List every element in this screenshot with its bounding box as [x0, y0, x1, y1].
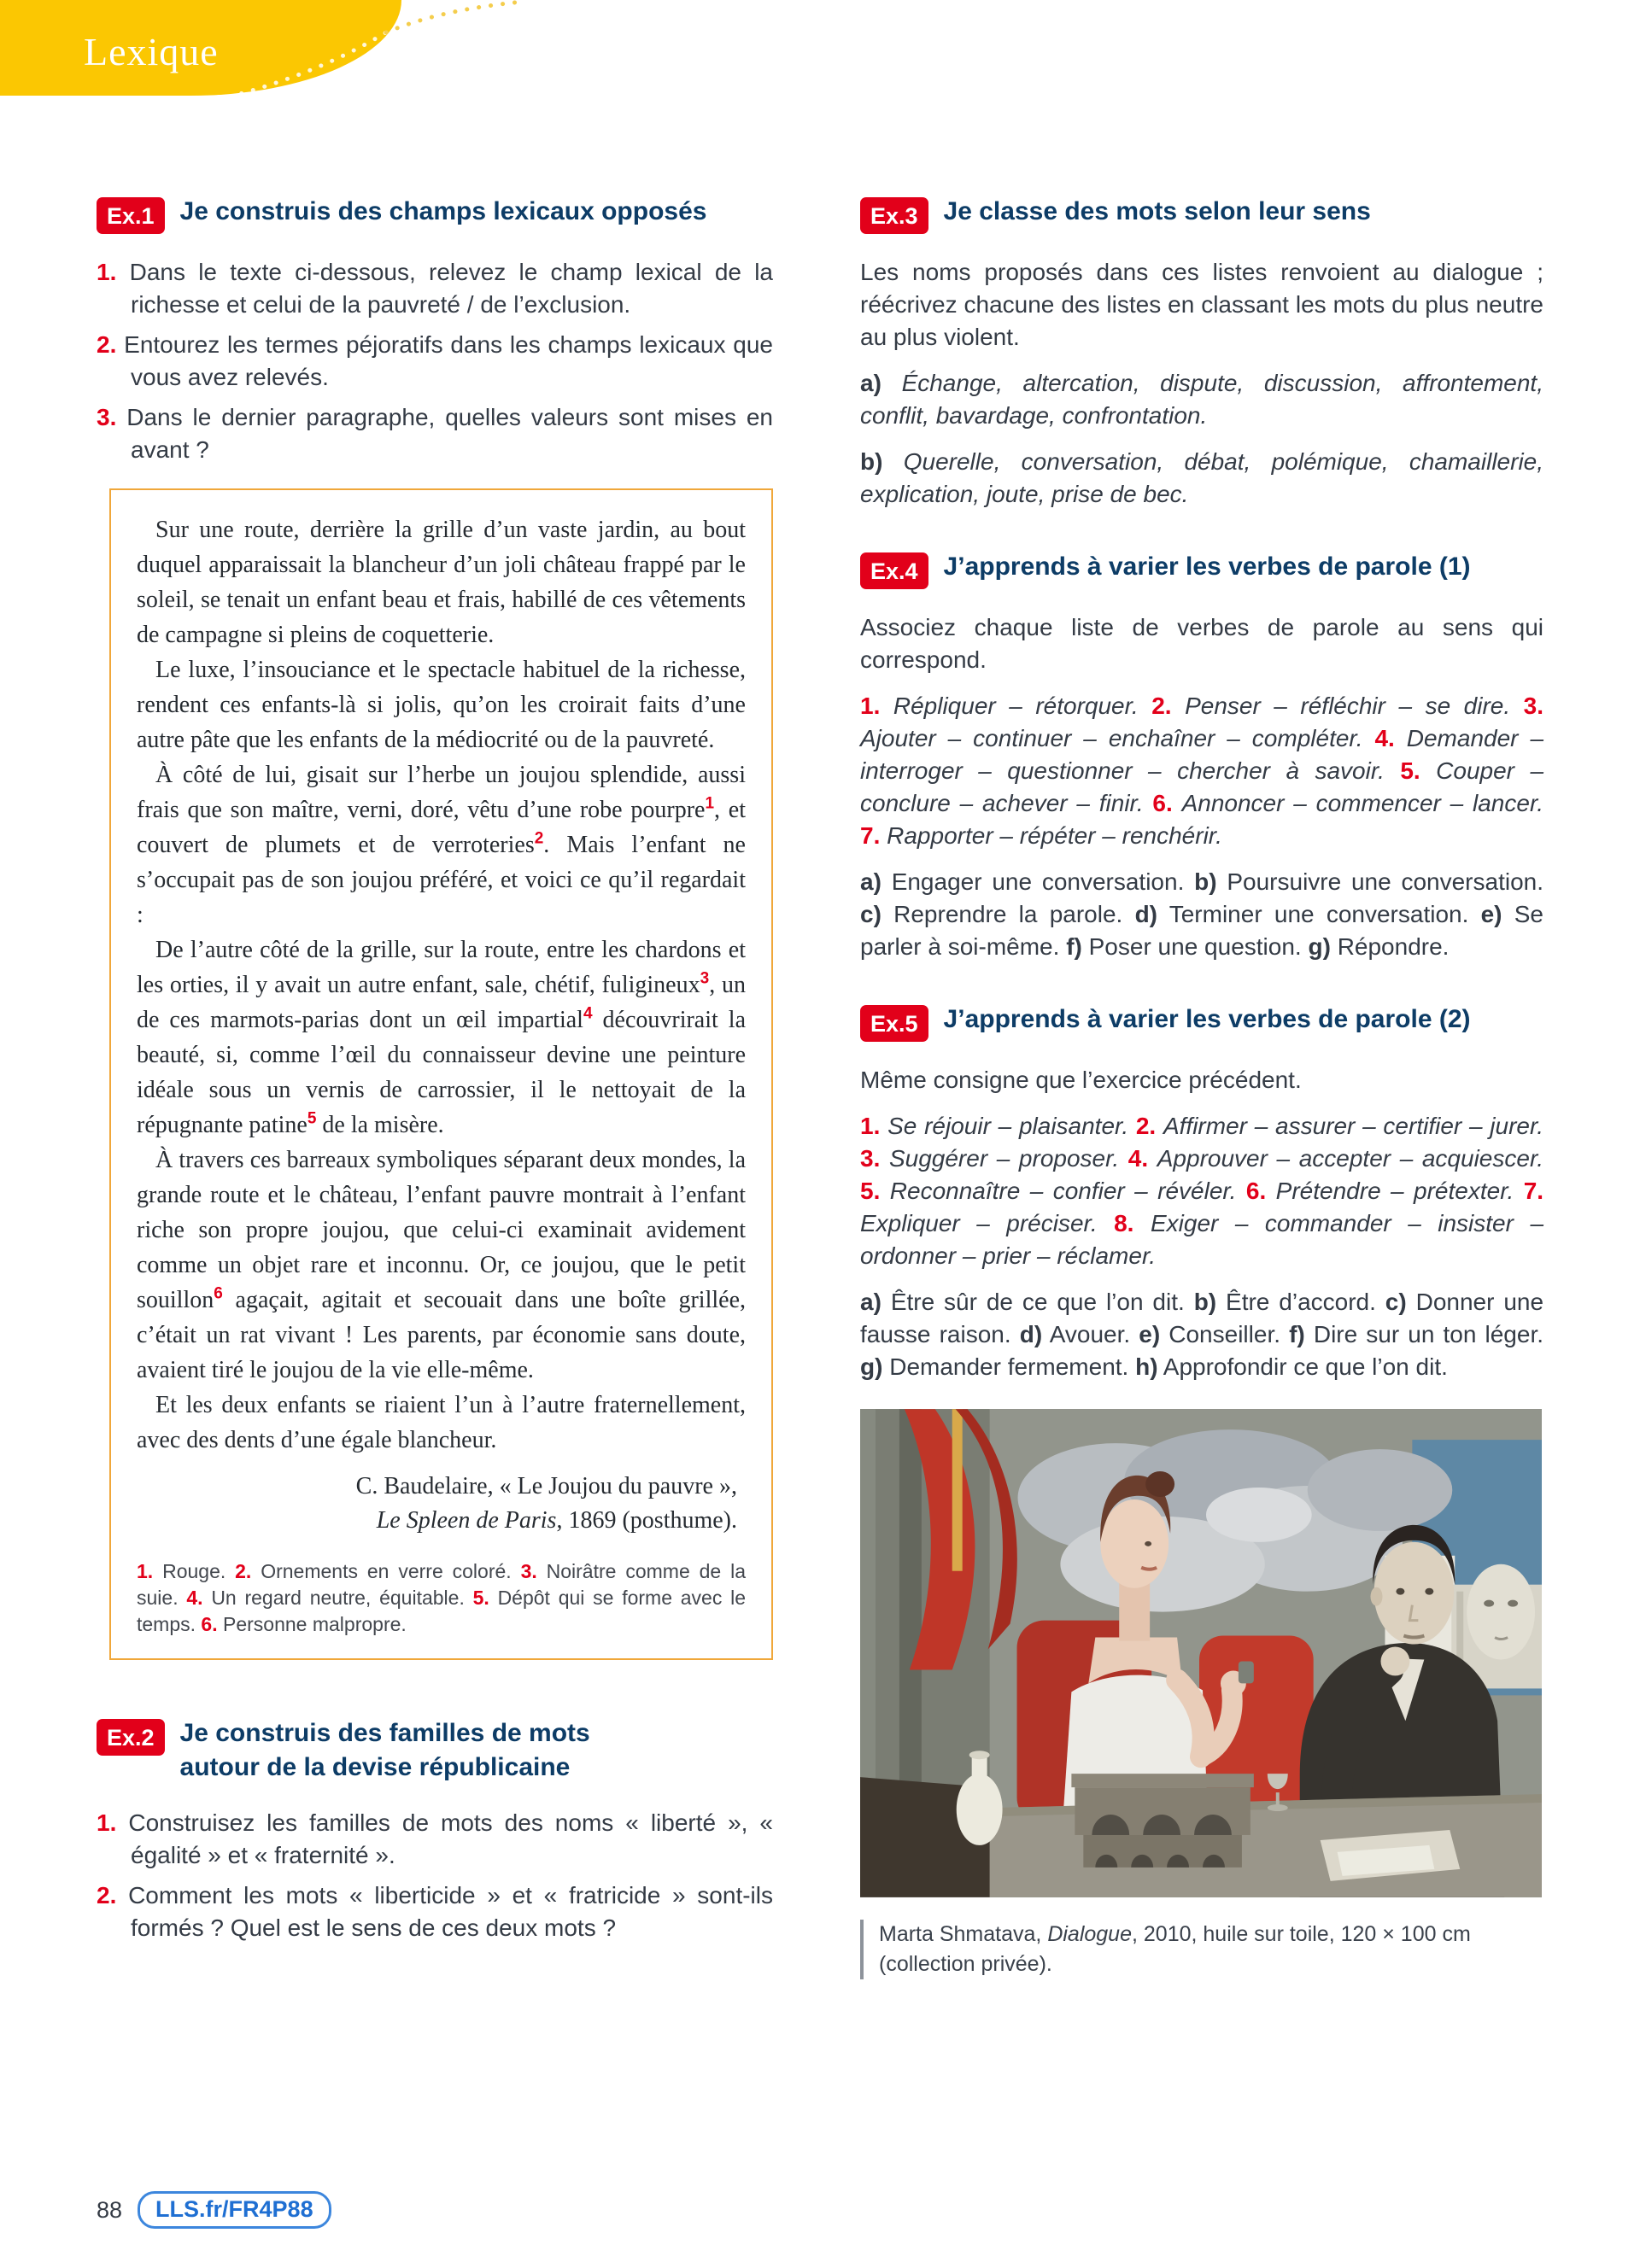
word-list-text: Querelle, conversation, débat, polémique, chamaillerie, explication, joute, prise de bec. [860, 448, 1544, 507]
footnote-ref: 5 [307, 1109, 317, 1128]
item-text: Dans le texte ci-dessous, relevez le champ lexical de la richesse et celui de la pauvreté / de l’exclusion. [129, 259, 773, 318]
instruction-item [97, 1879, 773, 1944]
exercise-2-badge: Ex.2 [97, 1719, 165, 1756]
item-number: 2. [97, 331, 117, 358]
sense-list: a) Être sûr de ce que l’on dit. b) Être d’accord. c) Donner une fausse raison. d) Avouer. e) Conseiller. f) Dire sur un ton léger. g) Demander fermement. h) Approfondir ce que l’on dit. [860, 1289, 1544, 1380]
instruction-item [97, 1807, 773, 1872]
exercise-5-header [860, 1002, 1543, 1042]
exercise-1-header [97, 195, 773, 234]
footnote-ref: 2 [534, 829, 544, 848]
caption-work-title: Dialogue [1047, 1922, 1132, 1946]
item-text: Dans le dernier paragraphe, quelles valeurs sont mises en avant ? [126, 404, 773, 463]
exercise-4-section [860, 550, 1543, 963]
quote-paragraph: De l’autre côté de la grille, sur la route, entre les chardons et les orties, il y avait un autre enfant, sale, chétif, fuligineux$^3$, un de ces marmots-parias dont un œil impartial$^4$ découvrirait la beauté, si, comme l’œil du connaisseur devine une peinture idéale sous un vernis de carrossier, il le nettoyait de la répugnante patine$^5$ de la misère. [137, 937, 747, 1138]
item-number: 3. [97, 404, 117, 430]
footnote-ref: 1 [705, 794, 715, 813]
quote-paragraph: Sur une route, derrière la grille d’un vaste jardin, au bout duquel apparaissait la blancheur d’un joli château frappé par le soleil, se tenait un enfant beau et frais, habillé de ces vêtements de campagne si pleins de coquetterie. [137, 517, 746, 648]
painting-caption [860, 1920, 1496, 1979]
caption-details: , 2010, huile sur toile, 120 × 100 cm (collection privée). [879, 1922, 1471, 1976]
page-footer [97, 2191, 331, 2229]
quote-box [109, 488, 773, 1660]
exercise-5-instructions: Même consigne que l’exercice précédent. [860, 1067, 1302, 1093]
list-label: a) [860, 370, 882, 396]
footer-page-number: 88 [97, 2196, 123, 2223]
list-label: b) [860, 448, 883, 475]
exercise-4-header [860, 550, 1543, 589]
quote-paragraph: À côté de lui, gisait sur l’herbe un joujou splendide, aussi frais que son maître, verni, doré, vêtu d’une robe pourpre$^1$, et couvert de plumets et de verroteries$^2$. Mais l’enfant ne s’occupait pas de son joujou préféré, et voici ce qu’il regardait : [137, 762, 746, 928]
exercise-3-instructions: Les noms proposés dans ces listes renvoient au dialogue ; réécrivez chacune des listes en classant les mots du plus neutre au plus violent. [860, 259, 1543, 350]
exercise-1-section [97, 195, 773, 1660]
word-list-a [860, 367, 1543, 432]
exercise-5-title: J’apprends à varier les verbes de parole (2) [943, 1005, 1471, 1033]
item-number: 1. [97, 1809, 117, 1836]
item-text: Entourez les termes péjoratifs dans les champs lexicaux que vous avez relevés. [124, 331, 773, 390]
section-tab-label: Lexique [84, 30, 219, 73]
left-column [97, 195, 773, 1984]
exercise-3-header [860, 195, 1543, 234]
footnote-ref: 4 [583, 1004, 593, 1023]
attribution-author: C. Baudelaire, « Le Joujou du pauvre », [355, 1473, 737, 1499]
exercise-4-badge: Ex.4 [860, 552, 928, 589]
painting-image [860, 1409, 1542, 1897]
item-text: Construisez les familles de mots des noms « liberté », « égalité » et « fraternité ». [128, 1809, 773, 1868]
exercise-5-section [860, 1002, 1543, 1979]
lls-link-badge[interactable]: LLS.fr/FR4P88 [138, 2191, 331, 2229]
exercise-3-title: Je classe des mots selon leur sens [943, 197, 1371, 225]
exercise-2-header [97, 1716, 773, 1785]
verb-groups: 1. Se réjouir – plaisanter. 2. Affirmer – assurer – certifier – jurer. 3. Suggérer – proposer. 4. Approuver – accepter – acquiescer. 5. Reconnaître – confier – révéler. 6. Prétendre – prétexter. 7. Expliquer – préciser. 8. Exiger – commander – insister – ordonner – prier – réclamer. [860, 1113, 1544, 1269]
quote-paragraph: Le luxe, l’insouciance et le spectacle habituel de la richesse, rendent ces enfants-là si jolis, qu’on les croirait faits d’une autre pâte que les enfants de la médiocrité ou de la pauvreté. [137, 657, 746, 753]
quote-paragraph: À travers ces barreaux symboliques séparant deux mondes, la grande route et le château, l’enfant pauvre montrait à l’enfant riche son propre joujou, que celui-ci examinait avidement comme un objet rare et inconnu. Or, ce joujou, que le petit souillon$^6$ agaçait, agitait et secouait dans une boîte grillée, c’était un rat vivant ! Les parents, par économie sans doute, avaient tiré le joujou de la vie elle-même. [137, 1147, 746, 1383]
exercise-3-badge: Ex.3 [860, 197, 928, 234]
exercise-4-instructions: Associez chaque liste de verbes de parole au sens qui correspond. [860, 614, 1543, 673]
footnotes: 1. Rouge. 2. Ornements en verre coloré. 3. Noirâtre comme de la suie. 4. Un regard neutre, équitable. 5. Dépôt qui se forme avec le temps. 6. Personne malpropre. [137, 1560, 747, 1635]
item-number: 1. [97, 259, 117, 285]
exercise-2-title: Je construis des familles de mots autour de la devise républicaine [179, 1719, 590, 1781]
caption-artist: Marta Shmatava, [879, 1922, 1048, 1946]
right-column [860, 195, 1543, 2019]
exercise-3-section [860, 195, 1543, 511]
exercise-4-title: J’apprends à varier les verbes de parole (1) [943, 552, 1471, 581]
work-title: Le Spleen de Paris [376, 1507, 557, 1534]
instruction-item [97, 329, 773, 394]
quote-paragraph: Et les deux enfants se riaient l’un à l’autre fraternellement, avec des dents d’une égale blancheur. [137, 1392, 746, 1453]
quote-attribution: C. Baudelaire, « Le Joujou du pauvre », Le Spleen de Paris, 1869 (posthume). [355, 1473, 737, 1534]
verb-groups: 1. Répliquer – rétorquer. 2. Penser – réfléchir – se dire. 3. Ajouter – continuer – enchaîner – compléter. 4. Demander – interroger – questionner – chercher à savoir. 5. Couper – conclure – achever – finir. 6. Annoncer – commencer – lancer. 7. Rapporter – répéter – renchérir. [860, 693, 1544, 849]
instruction-item [97, 256, 773, 321]
footnote-ref: 3 [700, 969, 710, 988]
word-list-b [860, 446, 1543, 511]
item-number: 2. [97, 1882, 117, 1909]
painting-figure [860, 1409, 1543, 1979]
footnote-ref: 6 [214, 1284, 223, 1303]
word-list-text: Échange, altercation, dispute, discussion, affrontement, conflit, bavardage, confrontation. [860, 370, 1543, 429]
item-text: Comment les mots « liberticide » et « fratricide » sont-ils formés ? Quel est le sens de ces deux mots ? [128, 1882, 773, 1941]
instruction-item [97, 401, 773, 466]
exercise-1-badge: Ex.1 [97, 197, 165, 234]
sense-list: a) Engager une conversation. b) Poursuivre une conversation. c) Reprendre la parole. d) Terminer une conversation. e) Se parler à soi-même. f) Poser une question. g) Répondre. [860, 868, 1543, 960]
exercise-2-section [97, 1716, 773, 1944]
exercise-1-title: Je construis des champs lexicaux opposés [179, 197, 707, 225]
exercise-5-badge: Ex.5 [860, 1005, 928, 1042]
